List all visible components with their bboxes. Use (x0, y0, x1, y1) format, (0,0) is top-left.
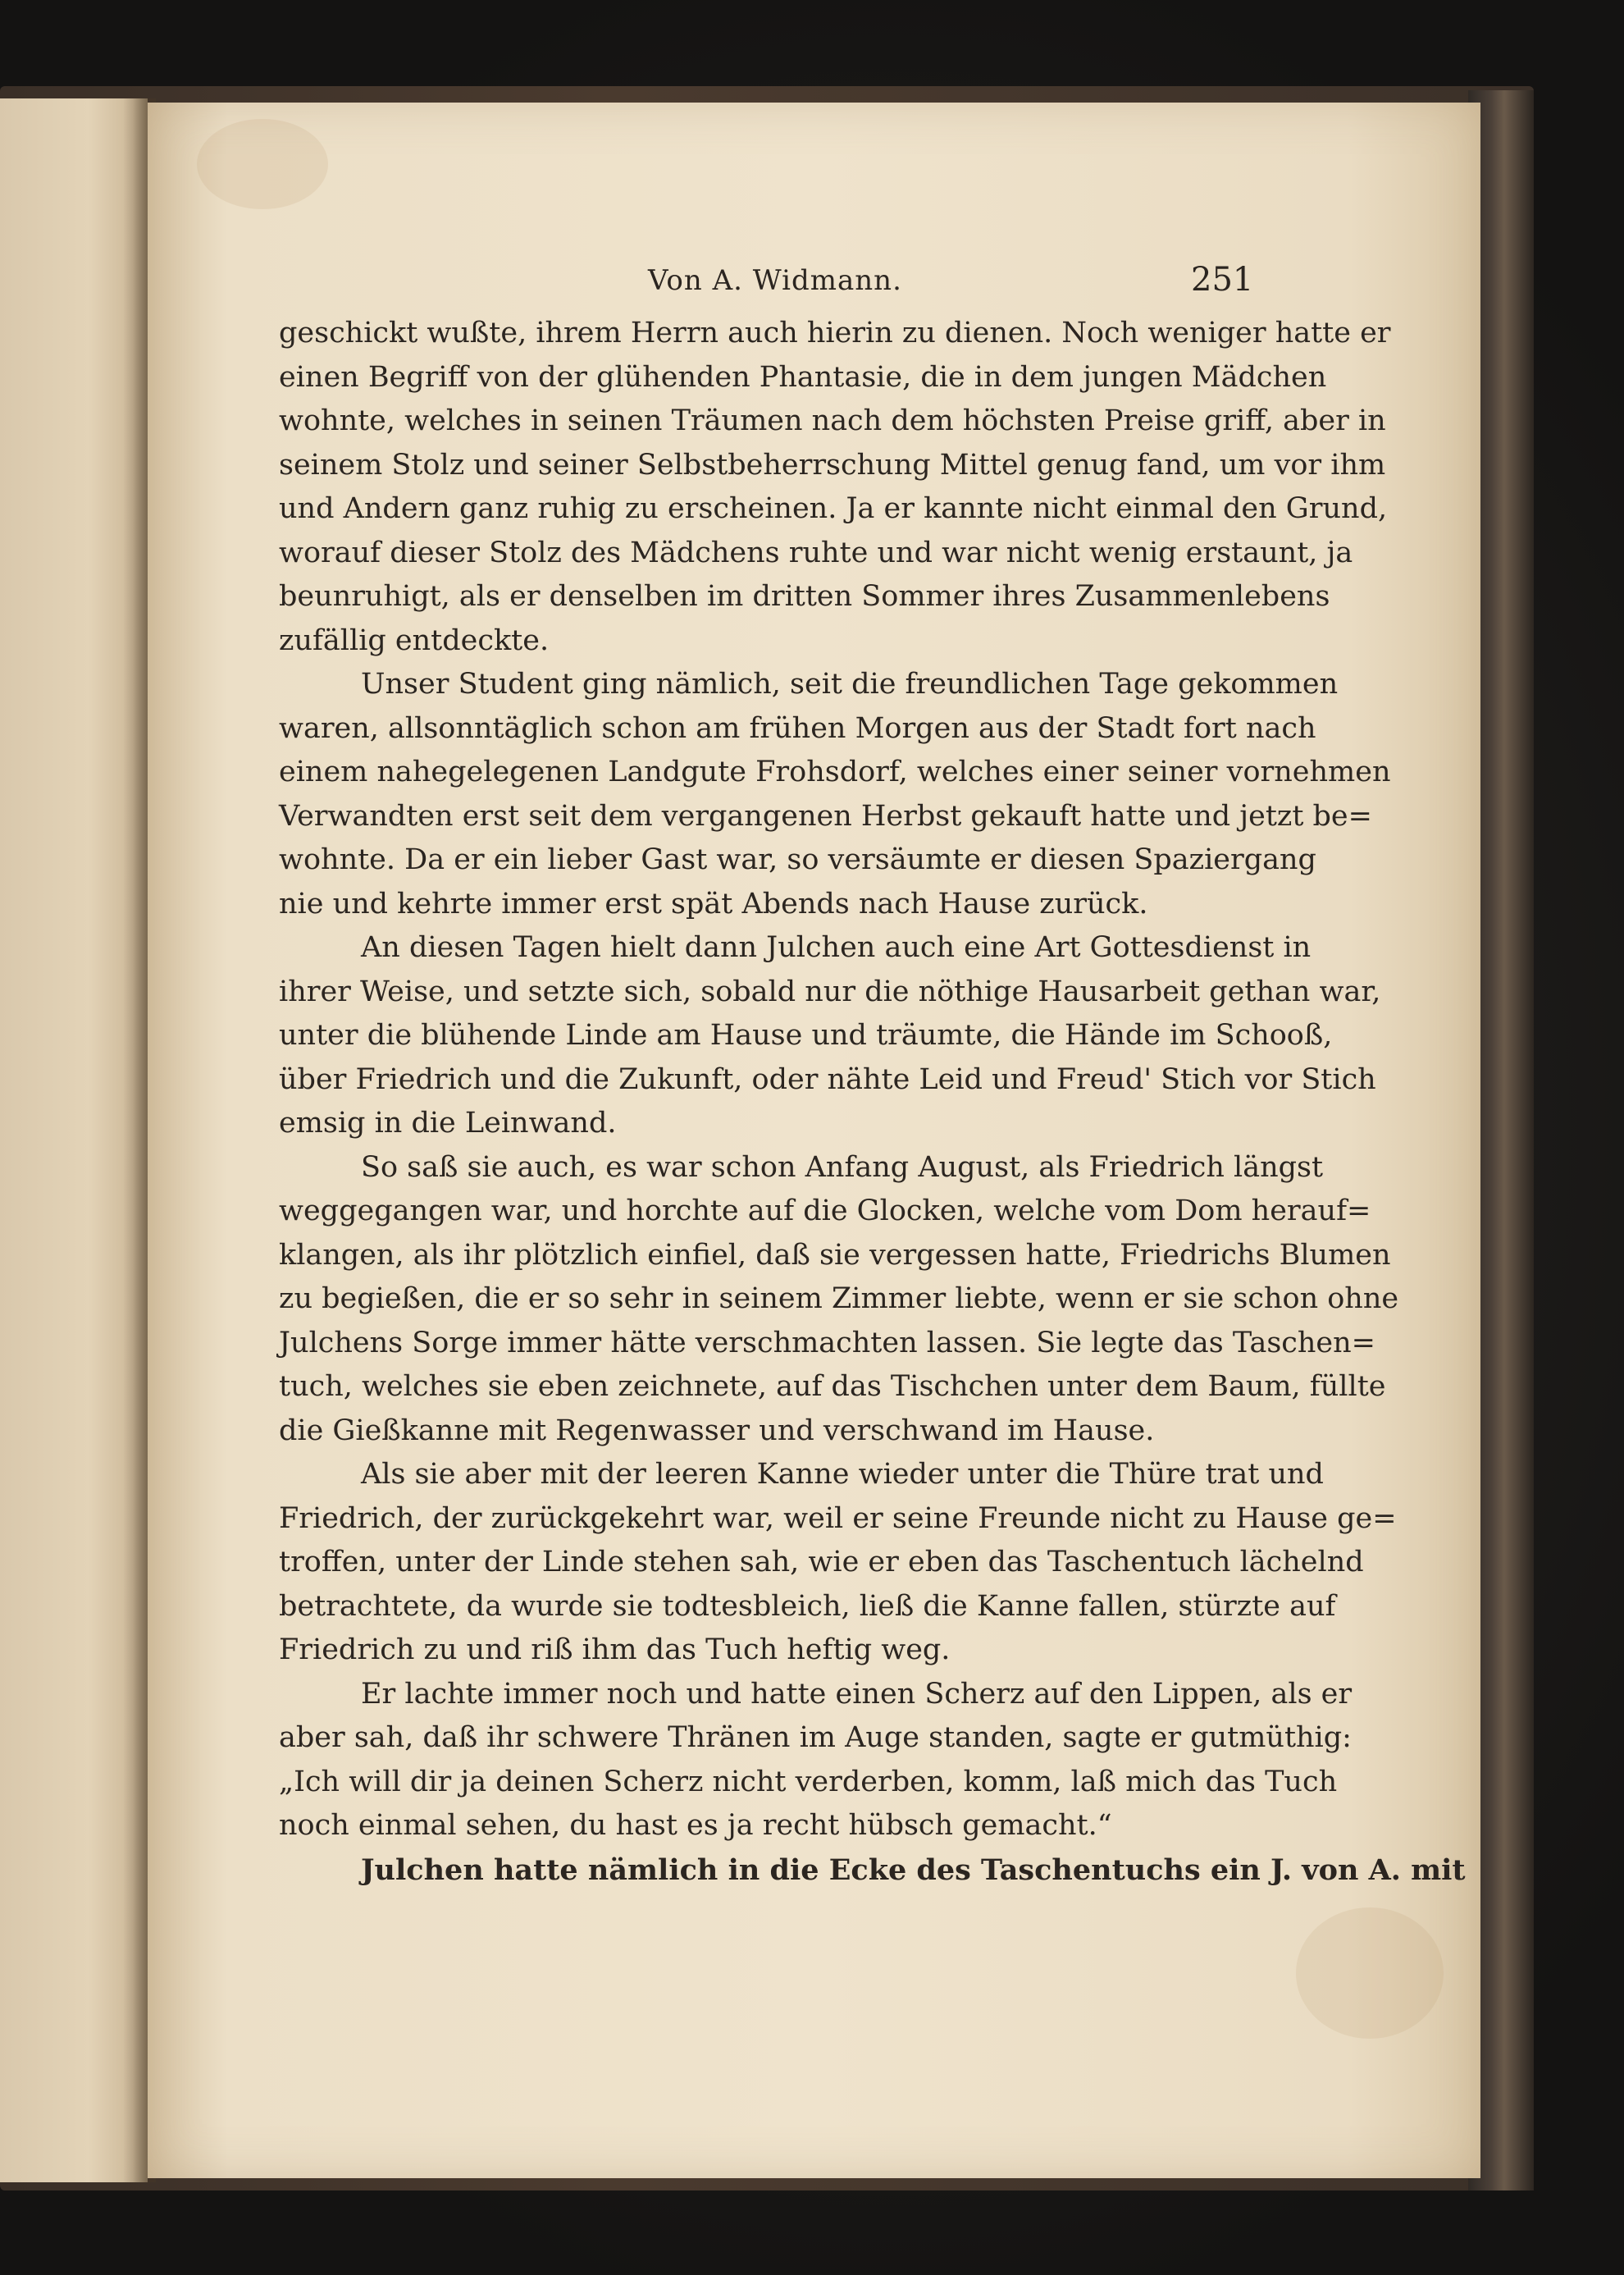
text-line: unter die blühende Linde am Hause und träumte, die Hände im Schooß, (279, 1019, 1333, 1052)
text-line: Unser Student ging nämlich, seit die freundlichen Tage gekommen (361, 668, 1339, 701)
text-line: worauf dieser Stolz des Mädchens ruhte und war nicht wenig erstaunt, ja (279, 536, 1353, 569)
text-line: Friedrich, der zurückgekehrt war, weil er seine Freunde nicht zu Hause ge= (279, 1501, 1397, 1535)
body-text (279, 312, 1466, 1892)
text-line: „Ich will dir ja deinen Scherz nicht verderben, komm, laß mich das Tuch (279, 1765, 1338, 1798)
text-line: emsig in die Leinwand. (279, 1107, 617, 1140)
text-line: So saß sie auch, es war schon Anfang August, als Friedrich längst (361, 1150, 1324, 1184)
text-line: nie und kehrte immer erst spät Abends nach Hause zurück. (279, 887, 1148, 921)
text-line: beunruhigt, als er denselben im dritten Sommer ihres Zusammenlebens (279, 580, 1330, 613)
text-line: troffen, unter der Linde stehen sah, wie er eben das Taschentuch lächelnd (279, 1546, 1364, 1578)
text-line: wohnte. Da er ein lieber Gast war, so versäumte er diesen Spaziergang (279, 843, 1316, 876)
text-line: weggegangen war, und horchte auf die Glocken, welche vom Dom herauf= (279, 1195, 1371, 1227)
text-line: aber sah, daß ihr schwere Thränen im Auge standen, sagte er gutmüthig: (279, 1721, 1352, 1754)
text-line: einem nahegelegenen Landgute Frohsdorf, welches einer seiner vornehmen (279, 756, 1391, 788)
text-line: zufällig entdeckte. (279, 624, 550, 657)
text-line: die Gießkanne mit Regenwasser und verschwand im Hause. (279, 1414, 1155, 1447)
text-line: betrachtete, da wurde sie todtesbleich, ließ die Kanne fallen, stürzte auf (279, 1589, 1336, 1623)
text-line: seinem Stolz und seiner Selbstbeherrschung Mittel genug fand, um vor ihm (279, 448, 1386, 482)
running-head (279, 246, 1259, 312)
text-line: Verwandten erst seit dem vergangenen Herbst gekauft hatte und jetzt be= (279, 799, 1372, 833)
text-line: waren, allsonntäglich schon am frühen Morgen aus der Stadt fort nach (279, 711, 1316, 745)
text-line: Julchen hatte nämlich in die Ecke des Taschentuchs ein J. von A. mit (361, 1852, 1466, 1887)
text-line: und Andern ganz ruhig zu erscheinen. Ja er kannte nicht einmal den Grund, (279, 492, 1388, 525)
text-line: über Friedrich und die Zukunft, oder nähte Leid und Freud' Stich vor Stich (279, 1062, 1376, 1096)
text-line: An diesen Tagen hielt dann Julchen auch eine Art Gottesdienst in (361, 931, 1312, 964)
page-stain (197, 119, 328, 209)
page-stain (1296, 1907, 1444, 2039)
page-number: 251 (1191, 261, 1254, 299)
running-title: Von A. Widmann. (648, 264, 902, 297)
text-line: geschickt wußte, ihrem Herrn auch hierin zu dienen. Noch weniger hatte er (279, 317, 1391, 349)
text-line: einen Begriff von der glühenden Phantasie, die in dem jungen Mädchen (279, 360, 1327, 394)
text-line: noch einmal sehen, du hast es ja recht hübsch gemacht.“ (279, 1809, 1112, 1842)
text-line: ihrer Weise, und setzte sich, sobald nur die nöthige Hausarbeit gethan war, (279, 975, 1381, 1008)
page-content (279, 246, 1466, 1892)
text-line: Er lachte immer noch und hatte einen Scherz auf den Lippen, als er (361, 1677, 1353, 1711)
text-line: Friedrich zu und riß ihm das Tuch heftig weg. (279, 1633, 951, 1666)
text-line: zu begießen, die er so sehr in seinem Zimmer liebte, wenn er sie schon ohne (279, 1282, 1399, 1315)
text-line: wohnte, welches in seinen Träumen nach dem höchsten Preise griff, aber in (279, 404, 1386, 437)
text-line: Als sie aber mit der leeren Kanne wieder unter die Thüre trat und (361, 1458, 1324, 1491)
text-line: klangen, als ihr plötzlich einfiel, daß sie vergessen hatte, Friedrichs Blumen (279, 1238, 1391, 1272)
text-line: Julchens Sorge immer hätte verschmachten lassen. Sie legte das Taschen= (279, 1326, 1376, 1359)
text-line: tuch, welches sie eben zeichnete, auf das Tischchen unter dem Baum, füllte (279, 1370, 1386, 1403)
